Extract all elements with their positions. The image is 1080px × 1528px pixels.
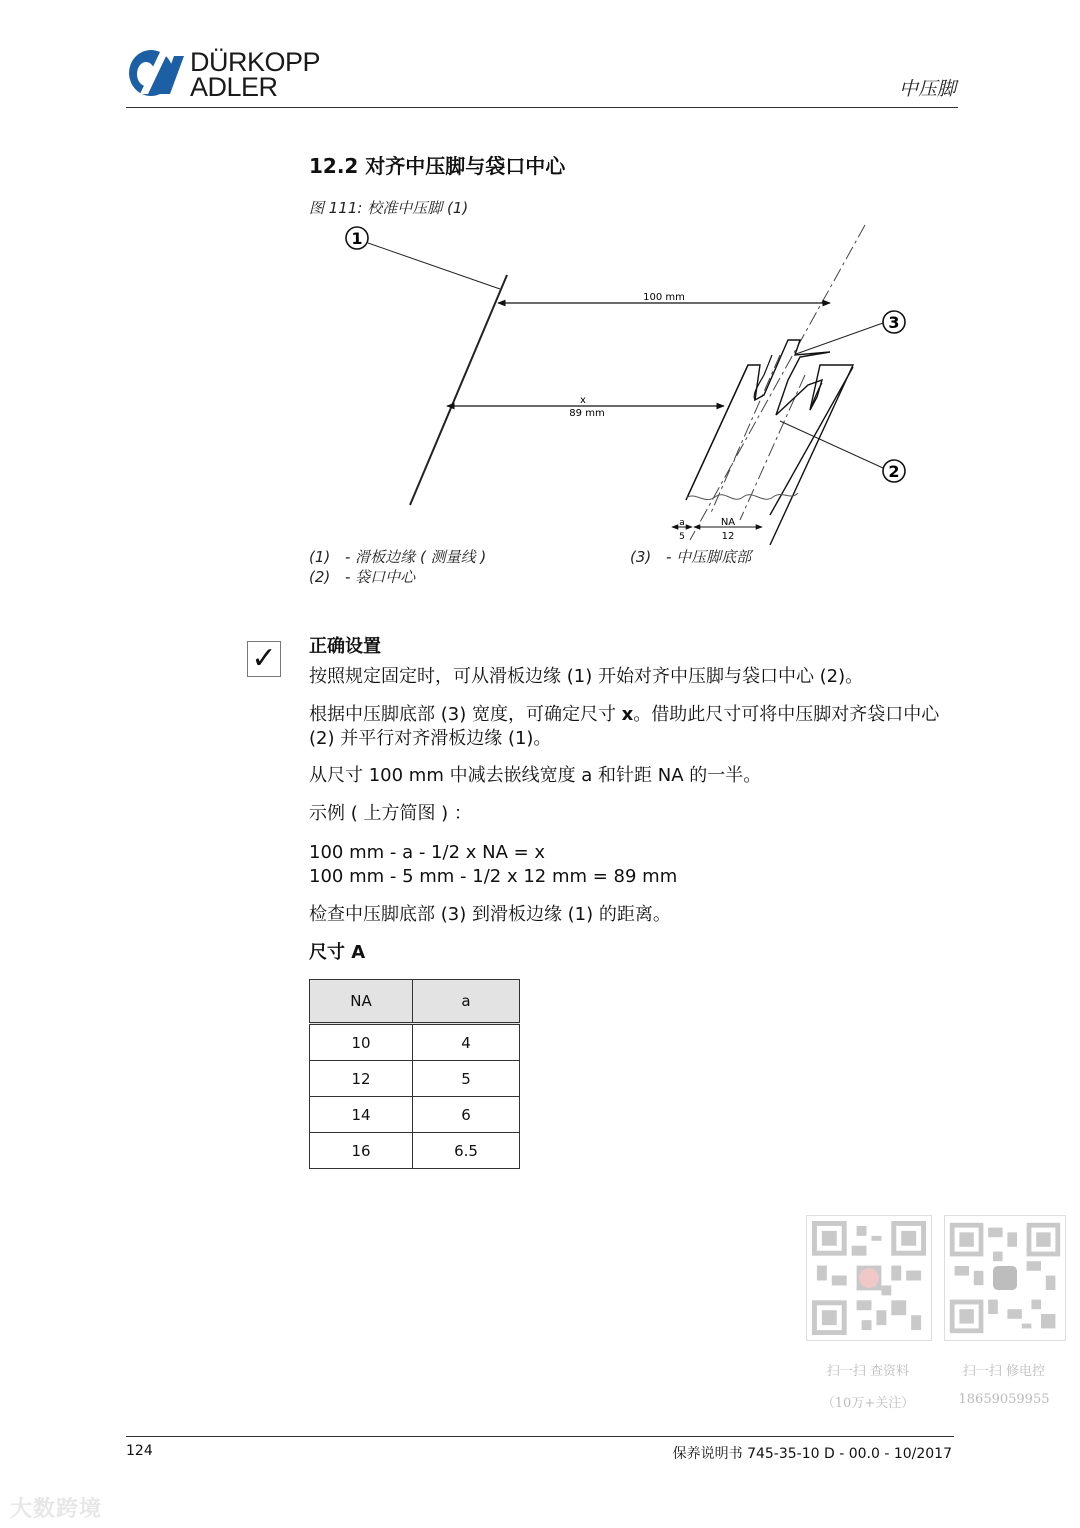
foot-alignment-diagram [300, 215, 920, 545]
paragraph-5: 检查中压脚底部 (3) 到滑板边缘 (1) 的距离。 [309, 904, 671, 925]
table-row: 16 6.5 [310, 1133, 520, 1169]
callout-1-label: 1 [351, 229, 363, 248]
legend-num-2: (2) [309, 568, 331, 586]
callout-3-label: 3 [888, 313, 900, 332]
brand-line-2: ADLER [190, 72, 278, 102]
dimension-na-value: 12 [721, 531, 735, 542]
dimension-x-value: 89 mm [569, 408, 605, 419]
header-rule [126, 107, 958, 108]
header-section-label: 中压脚 [898, 78, 956, 100]
qr-right-caption-2: 18659059955 [958, 1392, 1050, 1407]
presser-foot-slot-right [810, 383, 822, 410]
legend-text-3: - 中压脚底部 [666, 548, 752, 566]
legend-num-1: (1) [309, 548, 331, 566]
paragraph-4: 示例 ( 上方简图 ) ： [309, 803, 472, 824]
formula-1: 100 mm - a - 1/2 x NA = x [309, 842, 546, 863]
checkmark-icon: ✓ [247, 641, 281, 677]
page-number: 124 [126, 1443, 153, 1459]
slide-edge-line [410, 275, 507, 505]
legend-text-2: - 袋口中心 [345, 568, 416, 586]
callout-2-label: 2 [888, 462, 900, 481]
callout-1-leader [368, 243, 500, 289]
table-title: 尺寸 A [309, 942, 366, 963]
table-row: 10 4 [310, 1024, 520, 1061]
qr-right-caption-1: 扫一扫 修电控 [962, 1364, 1046, 1379]
presser-foot-right-leg [770, 367, 853, 515]
paragraph-1: 按照规定固定时，可从滑板边缘 (1) 开始对齐中压脚与袋口中心 (2)。 [309, 666, 864, 687]
paragraph-3: 从尺寸 100 mm 中减去嵌线宽度 a 和针距 NA 的一半。 [309, 765, 762, 786]
footer-rule [126, 1436, 954, 1437]
durkopp-adler-logo-icon [126, 48, 186, 98]
center-line-outer [690, 225, 865, 540]
qr-code-left-icon [806, 1215, 932, 1341]
table-header-a: a [413, 980, 520, 1024]
dimension-x-label: x [580, 395, 586, 406]
table-row: 12 5 [310, 1061, 520, 1097]
brand-name [190, 47, 321, 102]
dimension-a-label: a [679, 518, 685, 528]
correct-setting-heading: 正确设置 [309, 636, 381, 657]
figure-caption: 图 111: 校准中压脚 (1) [309, 199, 469, 217]
center-line-left [710, 355, 780, 515]
table-row: 14 6 [310, 1097, 520, 1133]
paragraph-2: 根据中压脚底部 (3) 宽度，可确定尺寸 x。借助此尺寸可将中压脚对齐袋口中心 (2) 并平行对齐滑板边缘 (1)。 [309, 704, 940, 749]
callout-2-leader [780, 421, 883, 468]
section-heading: 12.2 对齐中压脚与袋口中心 [309, 154, 566, 178]
qr-code-right-icon [944, 1215, 1066, 1341]
callout-3-leader [796, 323, 883, 354]
dimension-a-value: 5 [679, 532, 685, 542]
presser-foot-slot-left [754, 355, 772, 400]
dimension-100mm-label: 100 mm [643, 292, 685, 303]
dimension-x-term: x [621, 704, 634, 725]
legend-item-1 [309, 546, 486, 567]
presser-foot-left-leg [686, 365, 748, 500]
document-reference: 保养说明书 745-35-10 D - 00.0 - 10/2017 [672, 1446, 952, 1462]
table-header-na: NA [310, 980, 413, 1024]
formula-2: 100 mm - 5 mm - 1/2 x 12 mm = 89 mm [309, 866, 678, 887]
legend-item-2 [309, 566, 415, 587]
legend-item-3 [630, 546, 751, 567]
qr-left-caption-1: 扫一扫 查资料 [826, 1364, 910, 1379]
dimension-table [309, 979, 520, 1169]
legend-text-1: - 滑板边缘 ( 测量线 ) [345, 548, 487, 566]
watermark-text: 大数跨境 [10, 1497, 103, 1522]
legend-num-3: (3) [630, 548, 652, 566]
brand-line-1: DÜRKOPP [190, 47, 321, 77]
qr-left-caption-2: （10万+关注） [821, 1396, 915, 1411]
dimension-na-label: NA [720, 517, 736, 528]
